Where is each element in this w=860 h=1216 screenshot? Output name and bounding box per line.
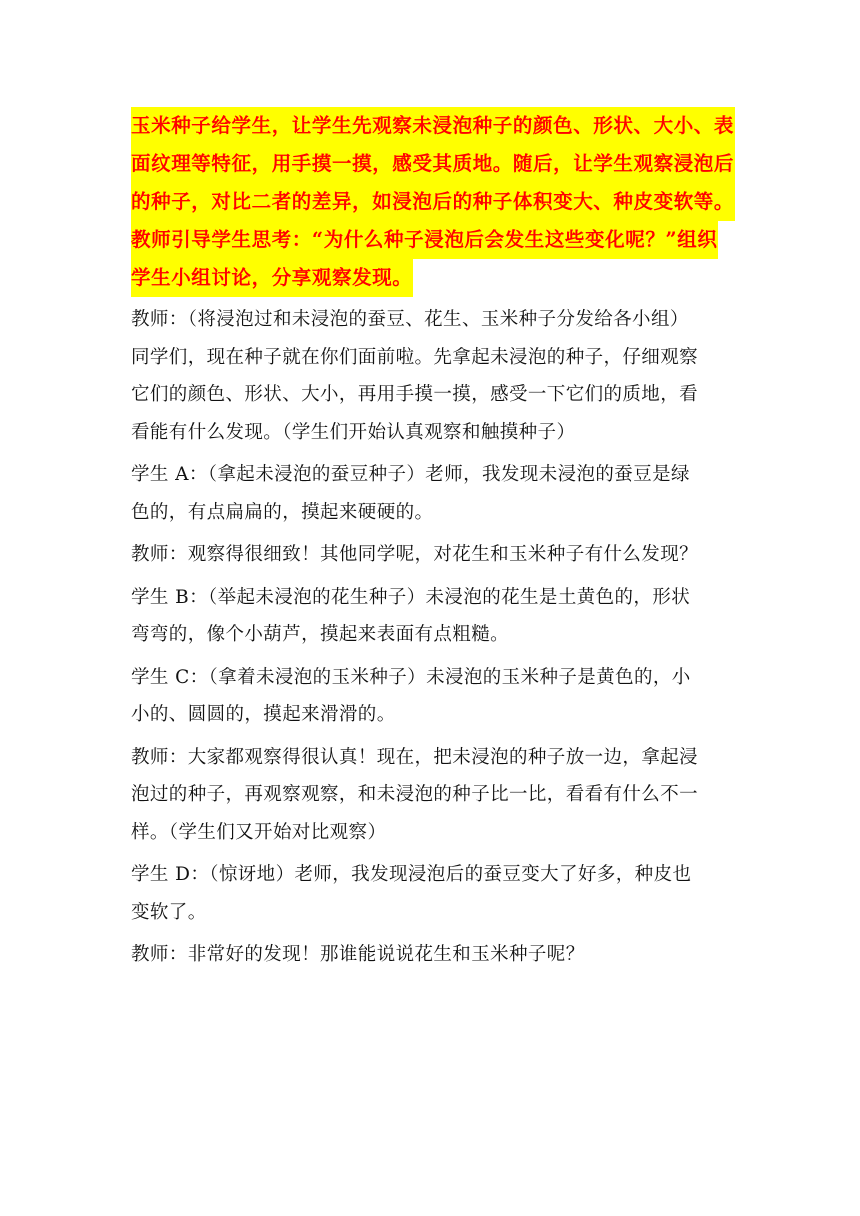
text-line: 教师：非常好的发现！那谁能说说花生和玉米种子呢？: [131, 944, 585, 965]
highlighted-line: 玉米种子给学生，让学生先观察未浸泡种子的颜色、形状、大小、表: [131, 107, 731, 145]
text-line: 教师：（将浸泡过和未浸泡的蚕豆、花生、玉米种子分发给各小组）: [131, 309, 689, 330]
text-line: 学生 D：（惊讶地）老师，我发现浸泡后的蚕豆变大了好多，种皮也: [131, 864, 692, 885]
text-line: 学生 C：（拿着未浸泡的玉米种子）未浸泡的玉米种子是黄色的，小: [131, 666, 691, 688]
document-page: [131, 107, 735, 979]
dialogue-teacher-praise: [131, 536, 731, 574]
text-line: 学生 B：（举起未浸泡的花生种子）未浸泡的花生是土黄色的，形状: [131, 586, 691, 608]
text-line: 同学们，现在种子就在你们面前啦。先拿起未浸泡的种子，仔细观察: [131, 346, 699, 368]
text-line: 学生 A：（拿起未浸泡的蚕豆种子）老师，我发现未浸泡的蚕豆是绿: [131, 464, 690, 485]
dialogue-teacher-intro: [131, 301, 731, 451]
dialogue-student-a: [131, 456, 731, 531]
text-line: 教师：观察得很细致！其他同学呢，对花生和玉米种子有什么发现？: [131, 544, 699, 565]
text-line: 泡过的种子，再观察观察，和未浸泡的种子比一比，看看有什么不一: [131, 784, 699, 805]
highlighted-line: 面纹理等特征，用手摸一摸，感受其质地。随后，让学生观察浸泡后: [131, 145, 731, 183]
dialogue-student-b: [131, 579, 731, 654]
text-line: 色的，有点扁扁的，摸起来硬硬的。: [131, 501, 434, 523]
dialogue-teacher-compare: [131, 739, 731, 852]
dialogue-student-c: [131, 659, 731, 734]
text-line: 样。（学生们又开始对比观察）: [131, 821, 387, 843]
highlighted-line: 学生小组讨论，分享观察发现。: [131, 259, 731, 297]
highlighted-line: 的种子，对比二者的差异，如浸泡后的种子体积变大、种皮变软等。: [131, 183, 731, 221]
dialogue-teacher-question: [131, 936, 731, 974]
text-line: 弯弯的，像个小葫芦，摸起来表面有点粗糙。: [131, 624, 510, 645]
text-line: 小的、圆圆的，摸起来滑滑的。: [131, 704, 396, 725]
highlighted-instruction-block: [131, 107, 735, 297]
highlighted-line: 教师引导学生思考：“为什么种子浸泡后会发生这些变化呢？”组织: [131, 221, 731, 259]
text-line: 变软了。: [131, 901, 207, 923]
text-line: 教师：大家都观察得很认真！现在，把未浸泡的种子放一边，拿起浸: [131, 746, 699, 768]
text-line: 它们的颜色、形状、大小，再用手摸一摸，感受一下它们的质地，看: [131, 384, 699, 405]
dialogue-student-d: [131, 856, 731, 931]
text-line: 看能有什么发现。（学生们开始认真观察和触摸种子）: [131, 421, 576, 443]
